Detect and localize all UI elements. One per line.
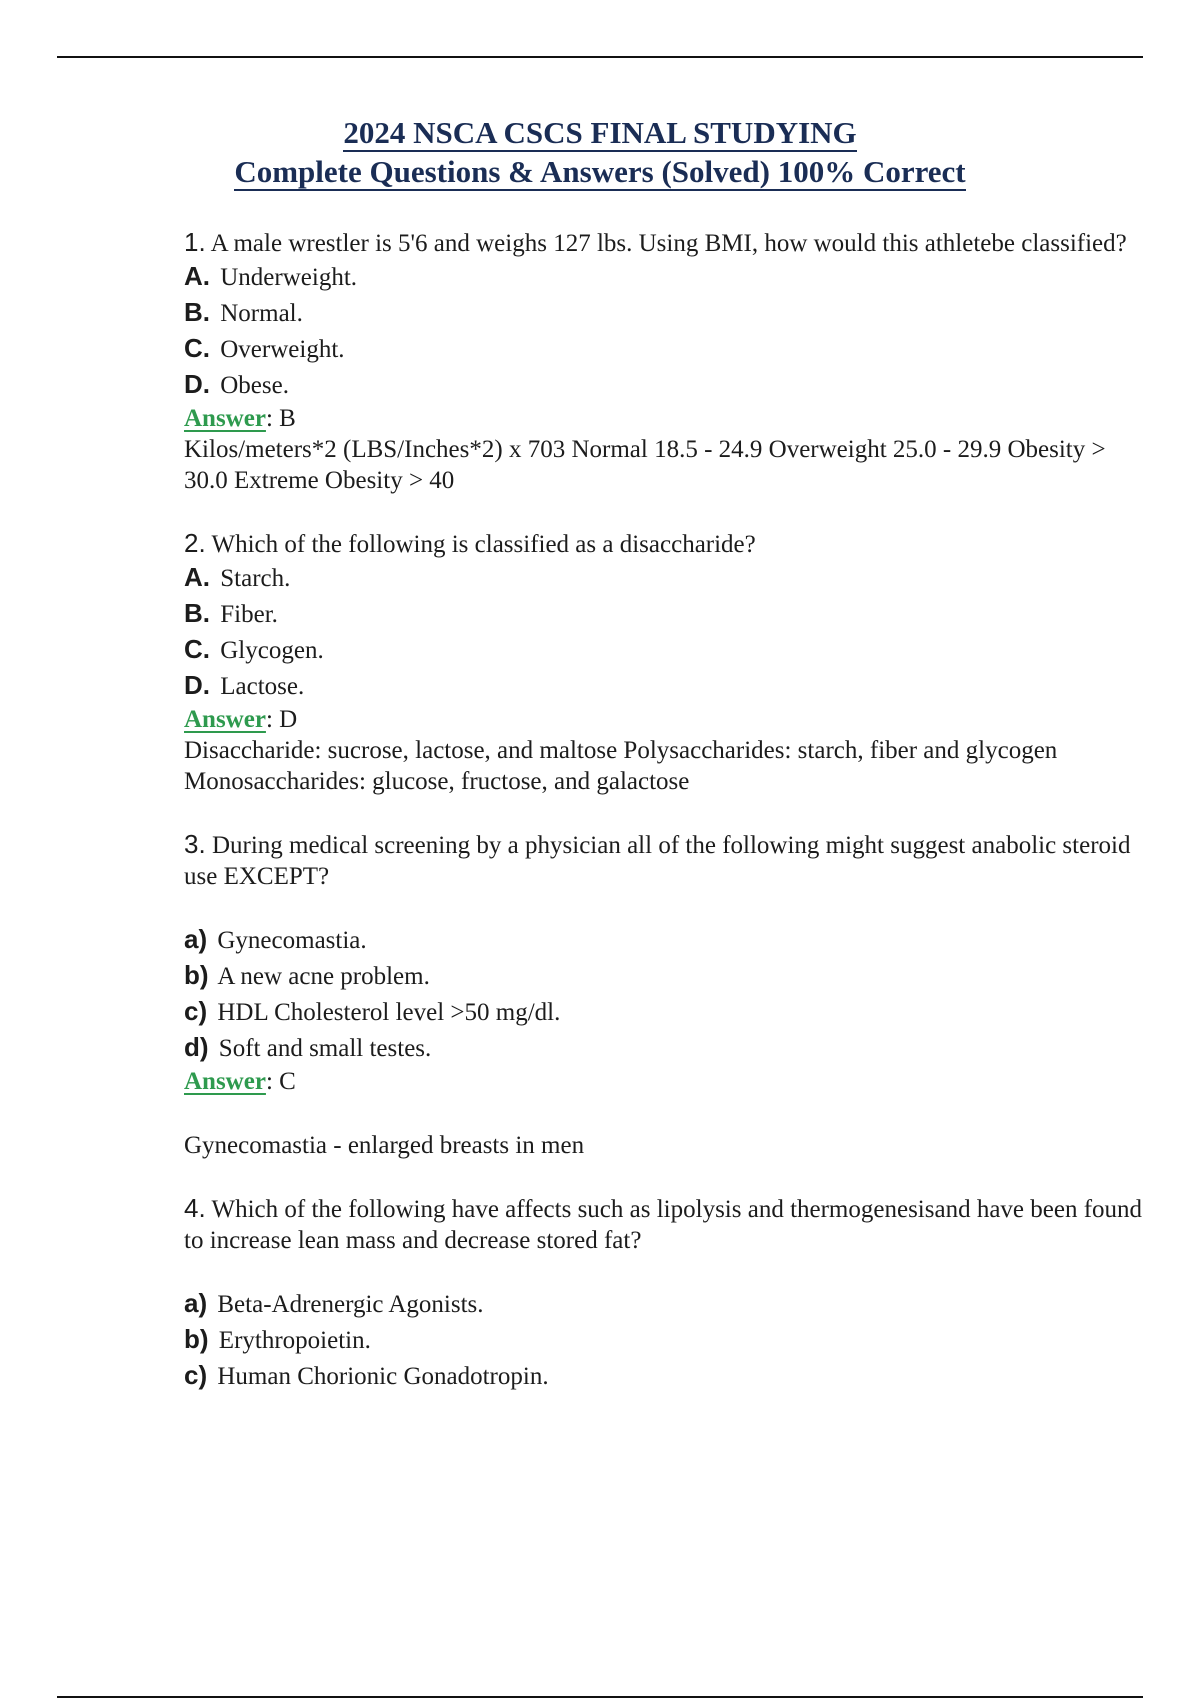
- answer-value: : B: [265, 405, 296, 432]
- option-letter: B.: [184, 598, 210, 628]
- option-c: [184, 1358, 1144, 1394]
- question-3: [184, 829, 1144, 1161]
- questions-list: [184, 227, 1144, 1426]
- option-b: [184, 596, 1144, 632]
- option-text: Human Chorionic Gonadotropin.: [217, 1363, 549, 1390]
- answer-value: : C: [265, 1068, 296, 1095]
- spacer: [184, 1256, 1144, 1286]
- question-number: 3.: [184, 829, 206, 859]
- option-text: Obese.: [220, 372, 289, 399]
- option-b: [184, 1322, 1144, 1358]
- answer-line: [184, 1066, 1144, 1097]
- question-body: During medical screening by a physician all of the following might suggest anabolic steroid use EXCEPT?: [184, 832, 1131, 890]
- option-text: Underweight.: [220, 264, 358, 291]
- option-text: Starch.: [220, 565, 291, 592]
- question-body: A male wrestler is 5'6 and weighs 127 lbs. Using BMI, how would this athletebe classified?: [210, 230, 1127, 257]
- option-text: Soft and small testes.: [218, 1035, 432, 1062]
- title-line-2: Complete Questions & Answers (Solved) 100% Correct: [234, 154, 966, 189]
- option-letter: d): [184, 1032, 209, 1062]
- question-number: 1.: [184, 227, 206, 257]
- top-rule: [57, 56, 1143, 58]
- question-1: [184, 227, 1144, 496]
- option-letter: D.: [184, 670, 210, 700]
- option-b: [184, 958, 1144, 994]
- option-letter: a): [184, 1288, 208, 1318]
- answer-explanation: Disaccharide: sucrose, lactose, and maltose Polysaccharides: starch, fiber and glycogen Monosaccharides: glucose, fructose, and galactose: [184, 737, 1058, 795]
- option-b: [184, 295, 1144, 331]
- option-text: Fiber.: [220, 601, 278, 628]
- option-a: [184, 259, 1144, 295]
- option-text: A new acne problem.: [217, 963, 430, 990]
- question-number: 2.: [184, 528, 206, 558]
- question-2: [184, 528, 1144, 797]
- question-body: Which of the following have affects such as lipolysis and thermogenesisand have been found to increase lean mass and decrease stored fat?: [184, 1196, 1143, 1254]
- question-text: [184, 227, 1144, 259]
- option-a: [184, 922, 1144, 958]
- answer-explanation: Kilos/meters*2 (LBS/Inches*2) x 703 Normal 18.5 - 24.9 Overweight 25.0 - 29.9 Obesity > 30.0 Extreme Obesity > 40: [184, 436, 1106, 494]
- option-text: Beta-Adrenergic Agonists.: [217, 1291, 484, 1318]
- option-text: Lactose.: [220, 673, 305, 700]
- option-letter: c): [184, 996, 208, 1026]
- option-c: [184, 994, 1144, 1030]
- answer-label: Answer: [184, 1068, 266, 1095]
- spacer: [184, 892, 1144, 922]
- answer-line: [184, 403, 1144, 434]
- answer-label: Answer: [184, 405, 266, 432]
- option-d: [184, 668, 1144, 704]
- option-letter: c): [184, 1360, 208, 1390]
- option-c: [184, 632, 1144, 668]
- option-a: [184, 1286, 1144, 1322]
- option-text: HDL Cholesterol level >50 mg/dl.: [217, 999, 561, 1026]
- option-text: Gynecomastia.: [217, 927, 367, 954]
- option-letter: D.: [184, 369, 210, 399]
- option-text: Erythropoietin.: [218, 1327, 371, 1354]
- option-letter: B.: [184, 297, 210, 327]
- option-c: [184, 331, 1144, 367]
- option-letter: C.: [184, 634, 210, 664]
- option-d: [184, 1030, 1144, 1066]
- option-text: Normal.: [220, 300, 303, 327]
- option-letter: A.: [184, 562, 210, 592]
- bottom-rule: [57, 1696, 1143, 1698]
- question-number: 4.: [184, 1193, 206, 1223]
- title-line-1: 2024 NSCA CSCS FINAL STUDYING: [343, 115, 857, 150]
- option-a: [184, 560, 1144, 596]
- answer-line: [184, 704, 1144, 735]
- option-letter: b): [184, 1324, 209, 1354]
- option-letter: a): [184, 924, 208, 954]
- spacer: [184, 1097, 1144, 1130]
- question-text: [184, 1193, 1144, 1256]
- question-body: Which of the following is classified as a disaccharide?: [211, 531, 756, 558]
- answer-value: : D: [265, 706, 298, 733]
- option-text: Glycogen.: [220, 637, 324, 664]
- option-d: [184, 367, 1144, 403]
- document-title: [0, 113, 1200, 191]
- question-text: [184, 829, 1144, 892]
- question-text: [184, 528, 1144, 560]
- option-letter: C.: [184, 333, 210, 363]
- option-text: Overweight.: [220, 336, 345, 363]
- question-4: [184, 1193, 1144, 1394]
- option-letter: b): [184, 960, 209, 990]
- answer-label: Answer: [184, 706, 266, 733]
- option-letter: A.: [184, 261, 210, 291]
- answer-explanation: Gynecomastia - enlarged breasts in men: [184, 1132, 585, 1159]
